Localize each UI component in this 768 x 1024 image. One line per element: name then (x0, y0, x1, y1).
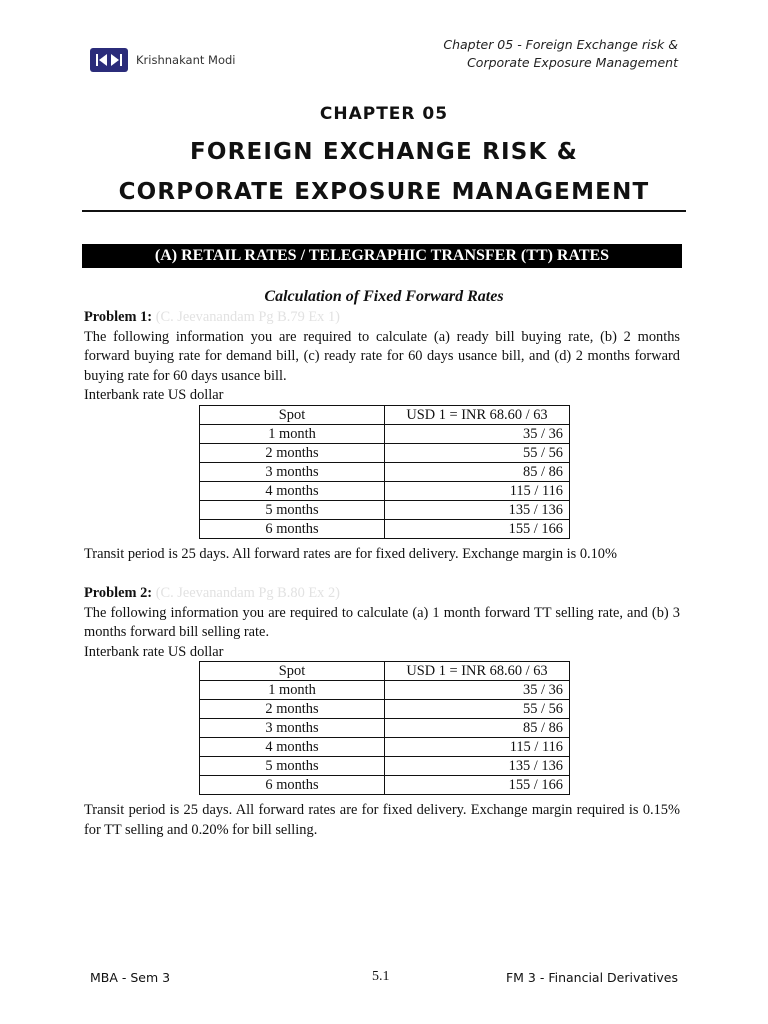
rate-cell: 35 / 36 (385, 425, 570, 444)
table-row (200, 425, 570, 444)
chapter-title (0, 132, 768, 212)
section-subheading: Calculation of Fixed Forward Rates (264, 288, 504, 305)
rate-cell: USD 1 = INR 68.60 / 63 (385, 406, 570, 425)
period-cell: 2 months (200, 700, 385, 719)
running-header-line1: Chapter 05 - Foreign Exchange risk & (443, 37, 678, 52)
running-header (443, 36, 678, 72)
problem1-table-caption: Interbank rate US dollar (84, 387, 224, 403)
period-cell: Spot (200, 662, 385, 681)
period-cell: 4 months (200, 482, 385, 501)
brand-logo (90, 48, 236, 72)
rate-cell: 155 / 166 (385, 776, 570, 795)
problem1-text: The following information you are required to calculate (a) ready bill buying rate, (b) 2 months forward buying rate for demand bill, (c) ready rate for 60 days usance bill, and (d) 2 months forward buying rate for 60 days usance bill. (84, 328, 680, 384)
problem1-rate-table (199, 405, 570, 539)
problem2-rate-table (199, 661, 570, 795)
page-number: 5.1 (372, 969, 390, 984)
period-cell: Spot (200, 406, 385, 425)
rate-cell: 55 / 56 (385, 700, 570, 719)
period-cell: 2 months (200, 444, 385, 463)
rate-cell: 55 / 56 (385, 444, 570, 463)
table-row (200, 482, 570, 501)
period-cell: 3 months (200, 463, 385, 482)
table-row (200, 662, 570, 681)
table-row (200, 501, 570, 520)
table-row (200, 406, 570, 425)
problem1-label: Problem 1: (84, 309, 153, 325)
table-row (200, 757, 570, 776)
rate-cell: 85 / 86 (385, 463, 570, 482)
problem1-block (84, 308, 680, 406)
table-row (200, 776, 570, 795)
problem2-block (84, 584, 680, 662)
period-cell: 6 months (200, 776, 385, 795)
problem2-note: Transit period is 25 days. All forward rates are for fixed delivery. Exchange margin required is 0.15% for TT selling and 0.20% for bill selling. (84, 802, 680, 838)
period-cell: 1 month (200, 425, 385, 444)
rate-cell: 135 / 136 (385, 757, 570, 776)
rate-cell: 35 / 36 (385, 681, 570, 700)
chapter-title-line1: FOREIGN EXCHANGE RISK & (189, 139, 579, 165)
rate-cell: 155 / 166 (385, 520, 570, 539)
problem1-source: (C. Jeevanandam Pg B.79 Ex 1) (155, 309, 340, 325)
chapter-number: CHAPTER 05 (319, 104, 449, 124)
period-cell: 5 months (200, 757, 385, 776)
rate-cell: 85 / 86 (385, 719, 570, 738)
period-cell: 5 months (200, 501, 385, 520)
footer-left: MBA - Sem 3 (90, 970, 171, 985)
problem2-label: Problem 2: (84, 585, 153, 601)
table-row (200, 681, 570, 700)
rate-cell: 115 / 116 (385, 738, 570, 757)
table-row (200, 444, 570, 463)
table-row (200, 520, 570, 539)
rate-cell: USD 1 = INR 68.60 / 63 (385, 662, 570, 681)
section-heading: (A) RETAIL RATES / TELEGRAPHIC TRANSFER (TT) RATES (82, 244, 682, 268)
table-row (200, 738, 570, 757)
title-divider (82, 210, 686, 212)
table-row (200, 719, 570, 738)
chapter-title-line2: CORPORATE EXPOSURE MANAGEMENT (118, 179, 650, 205)
logo-name: Krishnakant Modi (136, 53, 236, 67)
period-cell: 6 months (200, 520, 385, 539)
problem2-text: The following information you are required to calculate (a) 1 month forward TT selling rate, and (b) 3 months forward bill selling rate. (84, 604, 680, 640)
table-row (200, 463, 570, 482)
period-cell: 1 month (200, 681, 385, 700)
rate-cell: 135 / 136 (385, 501, 570, 520)
period-cell: 4 months (200, 738, 385, 757)
period-cell: 3 months (200, 719, 385, 738)
problem2-table-caption: Interbank rate US dollar (84, 643, 224, 660)
problem2-source: (C. Jeevanandam Pg B.80 Ex 2) (155, 585, 340, 601)
running-header-line2: Corporate Exposure Management (467, 55, 678, 70)
footer-right: FM 3 - Financial Derivatives (505, 970, 678, 985)
table-row (200, 700, 570, 719)
media-skip-icon (90, 48, 128, 72)
problem1-note: Transit period is 25 days. All forward rates are for fixed delivery. Exchange margin is 0.10% (84, 546, 617, 562)
rate-cell: 115 / 116 (385, 482, 570, 501)
